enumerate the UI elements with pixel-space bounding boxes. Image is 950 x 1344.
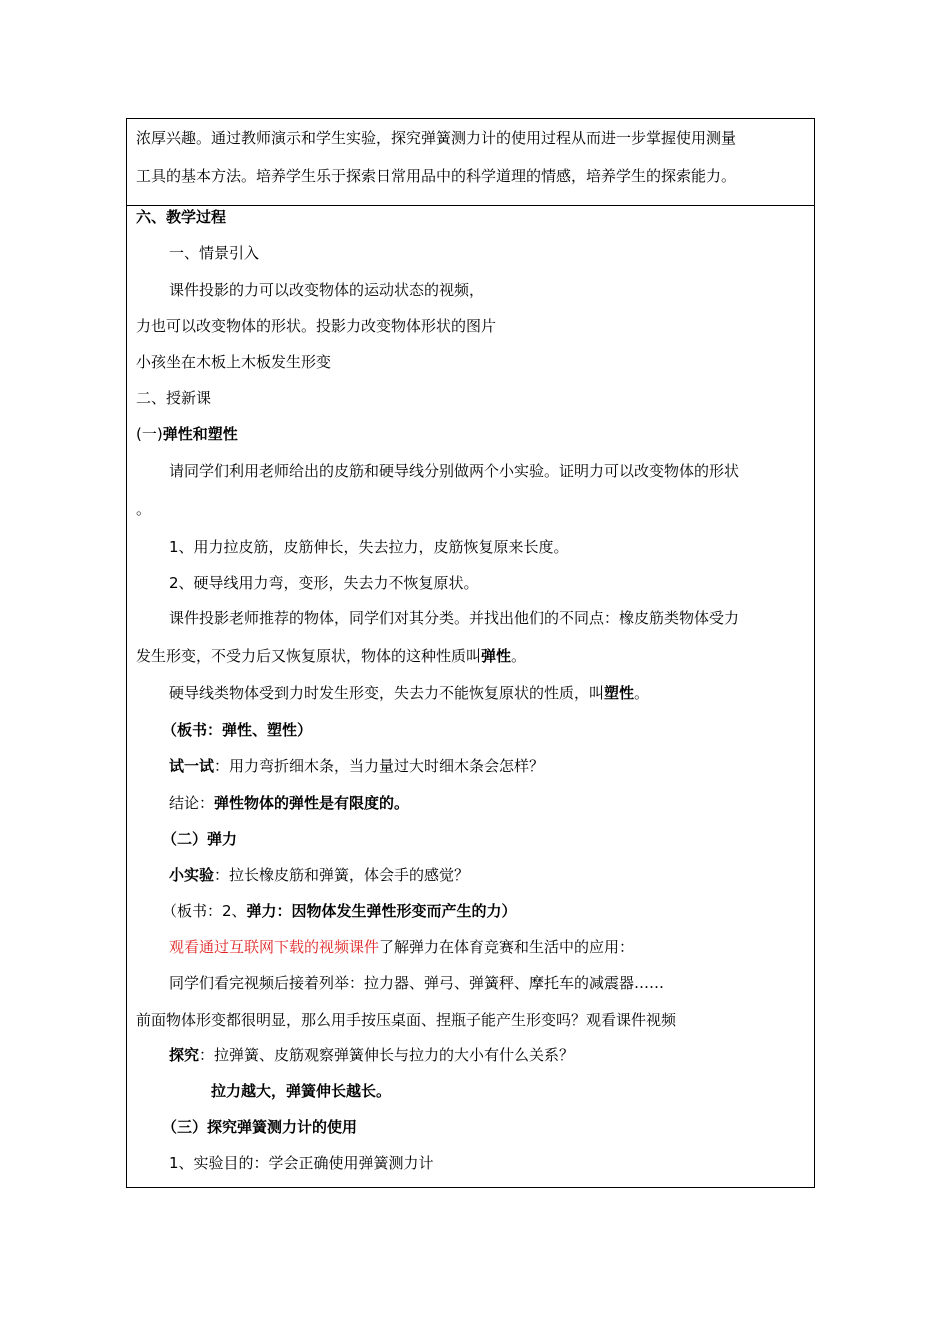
board-note: （板书：弹性、塑性）: [162, 721, 313, 739]
text: 。: [634, 684, 650, 702]
text: 。: [511, 647, 527, 665]
section-heading: 六、教学过程: [136, 208, 227, 226]
conclusion: [169, 793, 409, 813]
paragraph: 课件投影老师推荐的物体，同学们对其分类。并找出他们的不同点：橡皮筋类物体受力: [169, 609, 740, 627]
video-link-text: 观看通过互联网下载的视频课件: [169, 938, 380, 956]
conclusion-label: 结论：: [169, 794, 215, 812]
text: ：用力弯折细木条，当力量过大时细木条会怎样？: [214, 757, 545, 775]
try-label: 试一试: [169, 757, 215, 775]
board-note: [162, 901, 517, 921]
term-plastic: 塑性: [604, 684, 635, 702]
part-1-name: 弹性和塑性: [162, 425, 238, 443]
text: 硬导线类物体受到力时发生形变，失去力不能恢复原状的性质，叫: [169, 684, 605, 702]
paragraph: 1、实验目的：学会正确使用弹簧测力计: [169, 1154, 434, 1172]
explore-result: 拉力越大，弹簧伸长越长。: [211, 1082, 392, 1100]
text: ：拉长橡皮筋和弹簧，体会手的感觉？: [214, 866, 470, 884]
paragraph: 小孩坐在木板上木板发生形变: [136, 353, 332, 371]
paragraph: 请同学们利用老师给出的皮筋和硬导线分别做两个小实验。证明力可以改变物体的形状: [169, 462, 740, 480]
paragraph: [169, 865, 469, 885]
section-2-title: 二、授新课: [136, 389, 212, 407]
list-item: 1、用力拉皮筋，皮筋伸长，失去拉力，皮筋恢复原来长度。: [169, 538, 569, 556]
explore-label: 探究: [169, 1046, 200, 1064]
part-3-title: （三）探究弹簧测力计的使用: [162, 1118, 358, 1136]
part-1-prefix: (一): [136, 425, 163, 443]
conclusion-text: 弹性物体的弹性是有限度的。: [214, 794, 410, 812]
list-item: 2、硬导线用力弯，变形，失去力不恢复原状。: [169, 574, 479, 592]
text: 发生形变，不受力后又恢复原状，物体的这种性质叫: [136, 647, 482, 665]
paragraph: [169, 937, 634, 957]
paragraph-end: 。: [136, 500, 152, 518]
text: ：拉弹簧、皮筋观察弹簧伸长与拉力的大小有什么关系？: [199, 1046, 575, 1064]
paragraph: 力也可以改变物体的形状。投影力改变物体形状的图片: [136, 317, 497, 335]
paragraph: 课件投影的力可以改变物体的运动状态的视频，: [169, 281, 485, 299]
paragraph: [136, 646, 526, 666]
paragraph: 前面物体形变都很明显，那么用手按压桌面、捏瓶子能产生形变吗？观看课件视频: [136, 1011, 677, 1029]
paragraph: [169, 1045, 574, 1065]
term-elastic: 弹性: [481, 647, 512, 665]
part-1-title: [136, 424, 238, 444]
text: （板书：2、: [162, 902, 247, 920]
experiment-label: 小实验: [169, 866, 215, 884]
paragraph: [169, 756, 544, 776]
part-2-title: （二）弹力: [162, 830, 238, 848]
intro-line-2: 工具的基本方法。培养学生乐于探索日常用品中的科学道理的情感，培养学生的探索能力。: [136, 167, 737, 185]
section-1-title: 一、情景引入: [169, 244, 260, 262]
intro-line-1: 浓厚兴趣。通过教师演示和学生实验，探究弹簧测力计的使用过程从而进一步掌握使用测量: [136, 129, 737, 147]
text: 弹力：因物体发生弹性形变而产生的力）: [246, 902, 517, 920]
paragraph: 同学们看完视频后接着列举：拉力器、弹弓、弹簧秤、摩托车的减震器……: [169, 974, 665, 992]
paragraph: [169, 683, 649, 703]
text: 了解弹力在体育竞赛和生活中的应用：: [379, 938, 635, 956]
